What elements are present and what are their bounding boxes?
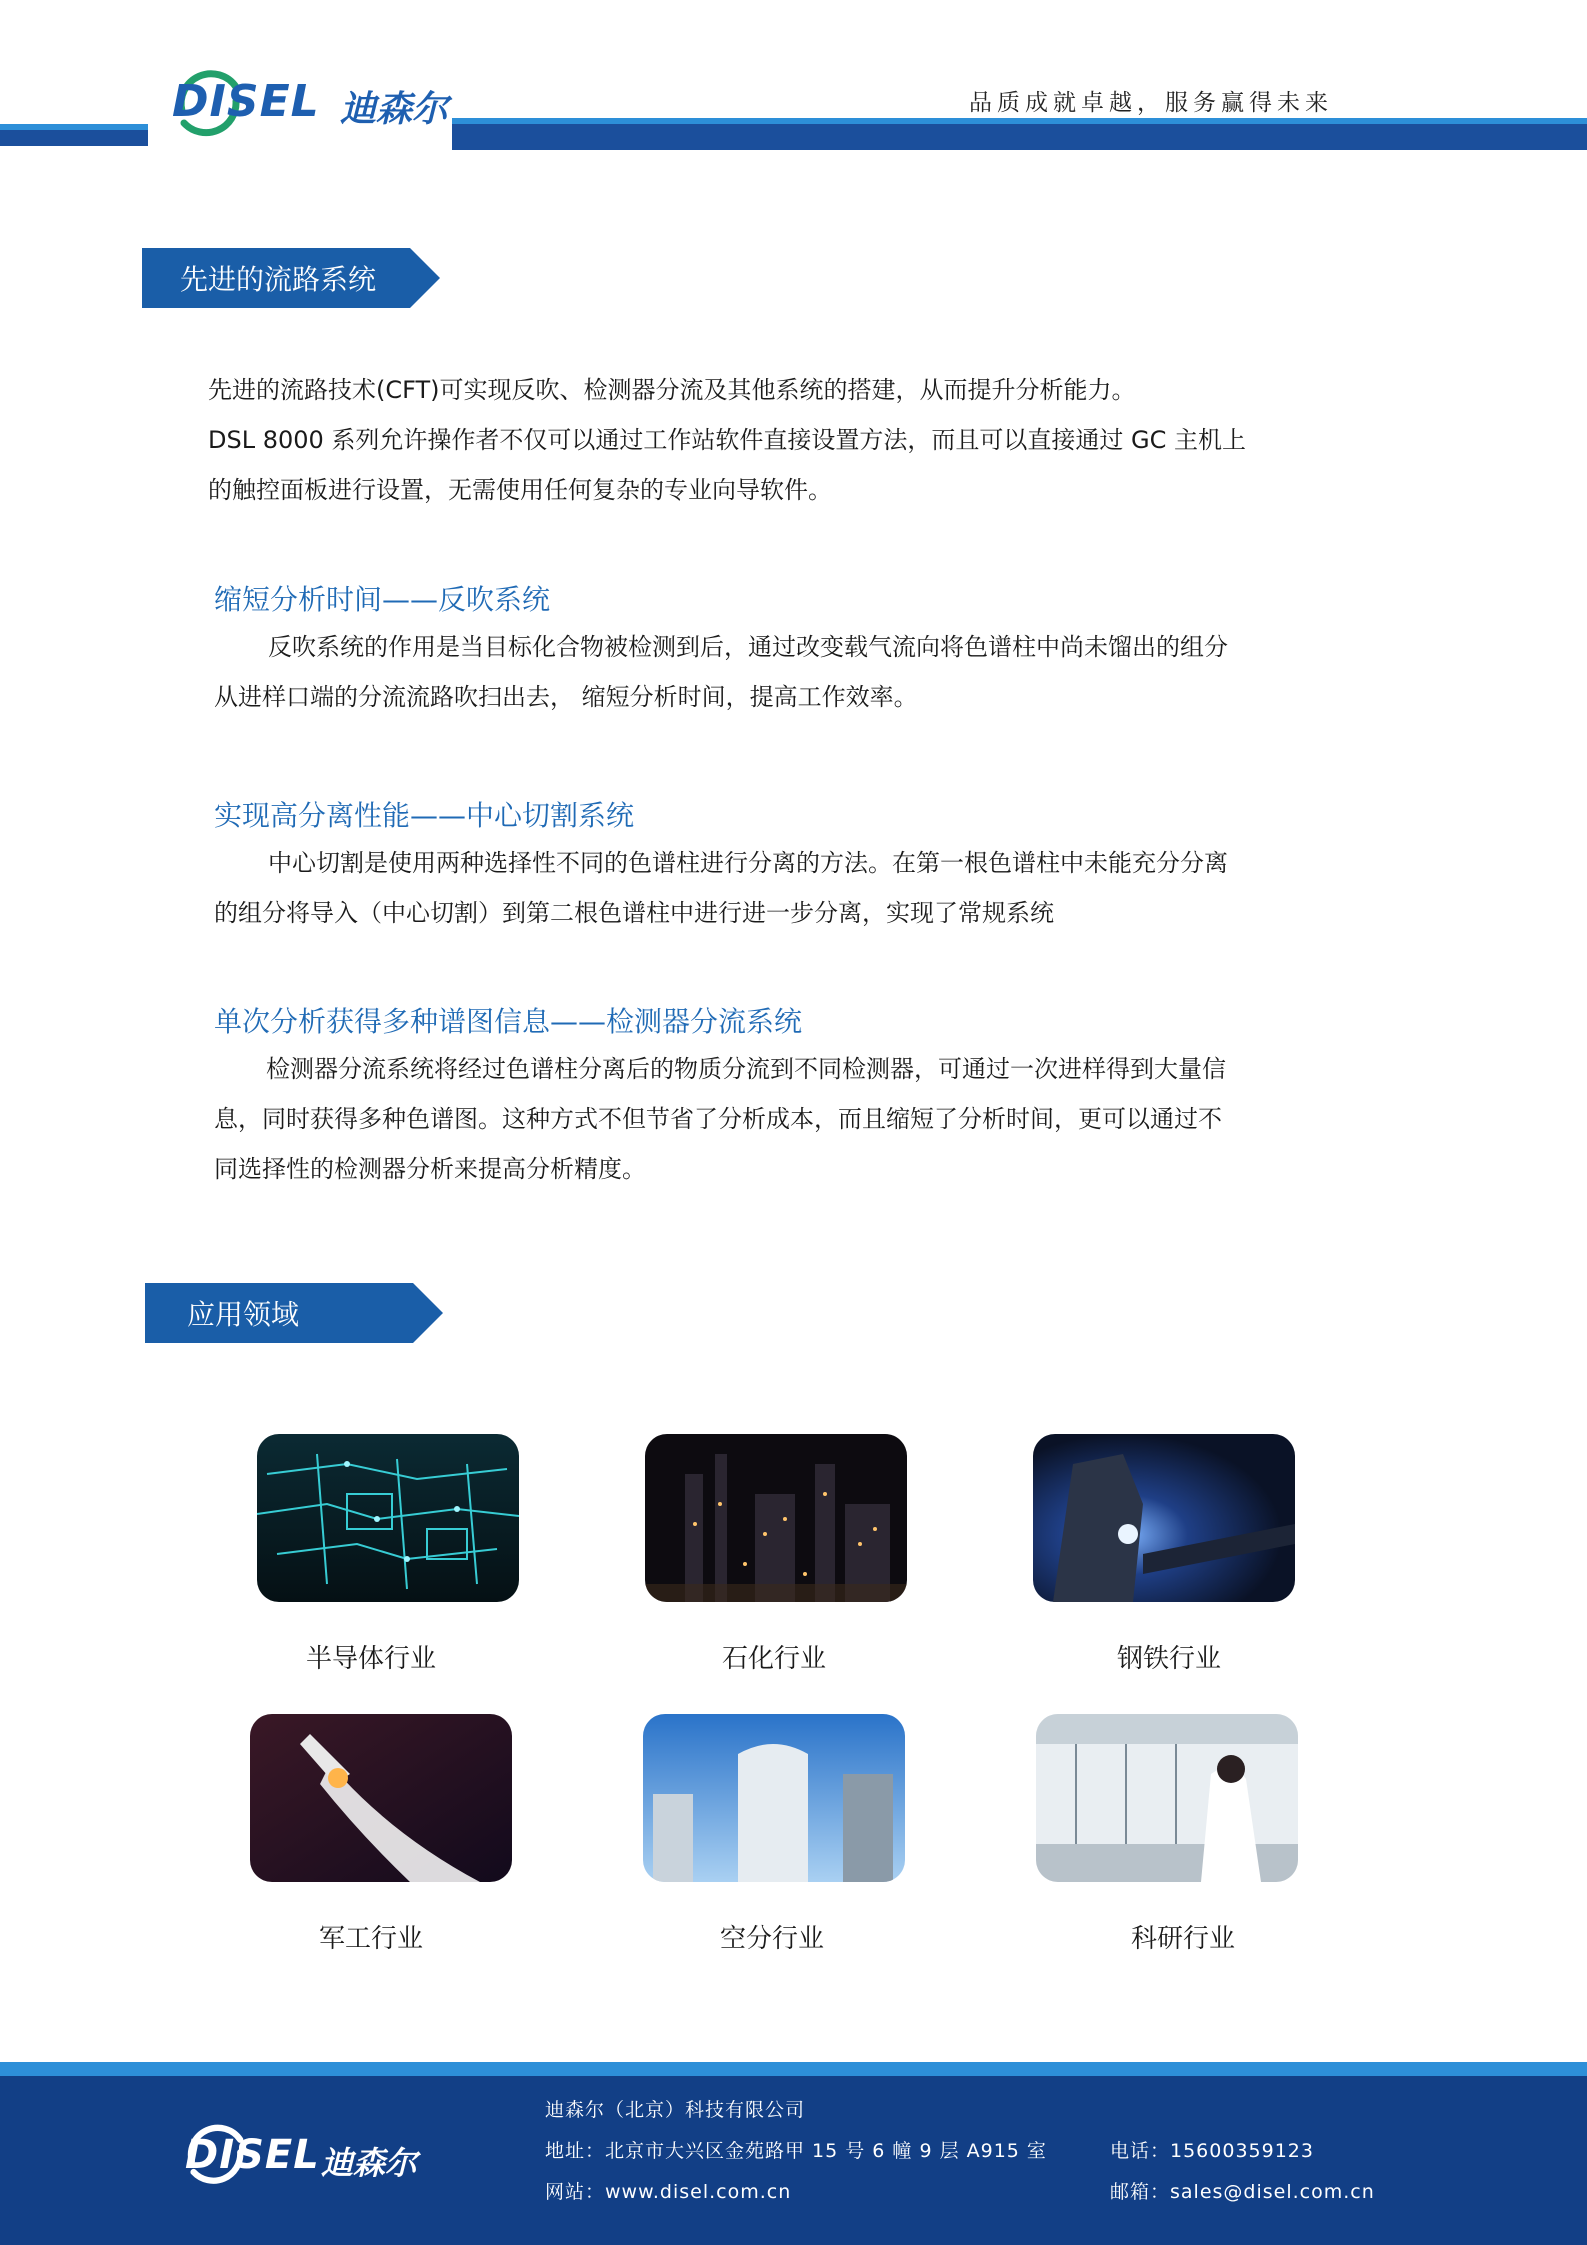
backflush-line-1: 反吹系统的作用是当目标化合物被检测到后，通过改变载气流向将色谱柱中尚未馏出的组分 [268, 633, 1228, 661]
logo-text-en: DISEL [172, 76, 320, 127]
footer-logo-text-en: DISEL [185, 2132, 320, 2178]
logo-text-cn: 迪森尔 [340, 88, 449, 130]
app-card-military [250, 1714, 512, 1882]
circuit-board-image [257, 1434, 519, 1602]
footer-phone: 电话：15600359123 [1110, 2140, 1314, 2162]
app-card-research [1036, 1714, 1298, 1882]
detector-split-line-3: 同选择性的检测器分析来提高分析精度。 [214, 1155, 646, 1183]
heartcut-line-2: 的组分将导入（中心切割）到第二根色谱柱中进行进一步分离，实现了常规系统 [214, 899, 1054, 927]
refinery-image [645, 1434, 907, 1602]
section-title: 应用领域 [187, 1298, 300, 1331]
subheading-heartcut: 实现高分离性能——中心切割系统 [214, 799, 635, 832]
section-tag-arrow [410, 248, 440, 308]
section-title: 先进的流路系统 [180, 263, 377, 296]
footer-email[interactable]: 邮箱：sales@disel.com.cn [1110, 2181, 1375, 2203]
intro-line-1: 先进的流路技术(CFT)可实现反吹、检测器分流及其他系统的搭建，从而提升分析能力。 [208, 376, 1136, 404]
app-label-research: 科研行业 [1130, 1924, 1235, 1954]
section-tag-flow-system [142, 248, 440, 308]
section-tag-arrow [413, 1283, 443, 1343]
header-slogan: 品质成就卓越，服务赢得未来 [969, 90, 1333, 116]
footer-address: 地址：北京市大兴区金苑路甲 15 号 6 幢 9 层 A915 室 [545, 2140, 1047, 2162]
header-bar-right [452, 124, 1587, 150]
section-tag-applications [145, 1283, 443, 1343]
backflush-line-2: 从进样口端的分流流路吹扫出去， 缩短分析时间，提高工作效率。 [214, 683, 918, 711]
footer-company: 迪森尔（北京）科技有限公司 [545, 2099, 806, 2121]
app-label-semiconductor: 半导体行业 [305, 1644, 436, 1674]
footer-stripe [0, 2062, 1587, 2076]
app-card-steel [1033, 1434, 1295, 1602]
app-card-air-separation [643, 1714, 905, 1882]
footer-website[interactable]: 网站：www.disel.com.cn [545, 2181, 792, 2203]
footer-logo-text-cn: 迪森尔 [321, 2144, 418, 2182]
welding-image [1033, 1434, 1295, 1602]
laboratory-image [1036, 1714, 1298, 1882]
subheading-detector-split: 单次分析获得多种谱图信息——检测器分流系统 [214, 1005, 803, 1038]
rocket-image [250, 1714, 512, 1882]
app-label-air-separation: 空分行业 [719, 1924, 824, 1954]
detector-split-line-1: 检测器分流系统将经过色谱柱分离后的物质分流到不同检测器，可通过一次进样得到大量信 [266, 1055, 1226, 1083]
intro-line-2: DSL 8000 系列允许操作者不仅可以通过工作站软件直接设置方法，而且可以直接通过 GC 主机上 [208, 426, 1247, 454]
app-card-petrochemical [645, 1434, 907, 1602]
footer-logo [185, 2118, 445, 2198]
app-label-petrochemical: 石化行业 [721, 1644, 826, 1674]
intro-line-3: 的触控面板进行设置，无需使用任何复杂的专业向导软件。 [208, 476, 832, 504]
detector-split-line-2: 息，同时获得多种色谱图。这种方式不但节省了分析成本，而且缩短了分析时间，更可以通过不 [214, 1105, 1222, 1133]
heartcut-line-1: 中心切割是使用两种选择性不同的色谱柱进行分离的方法。在第一根色谱柱中未能充分分离 [268, 849, 1228, 877]
app-label-military: 军工行业 [318, 1924, 423, 1954]
header-bar-left-accent [0, 124, 148, 130]
tank-image [643, 1714, 905, 1882]
app-label-steel: 钢铁行业 [1116, 1644, 1221, 1674]
subheading-backflush: 缩短分析时间——反吹系统 [214, 583, 551, 616]
app-card-semiconductor [257, 1434, 519, 1602]
company-logo [170, 62, 448, 146]
